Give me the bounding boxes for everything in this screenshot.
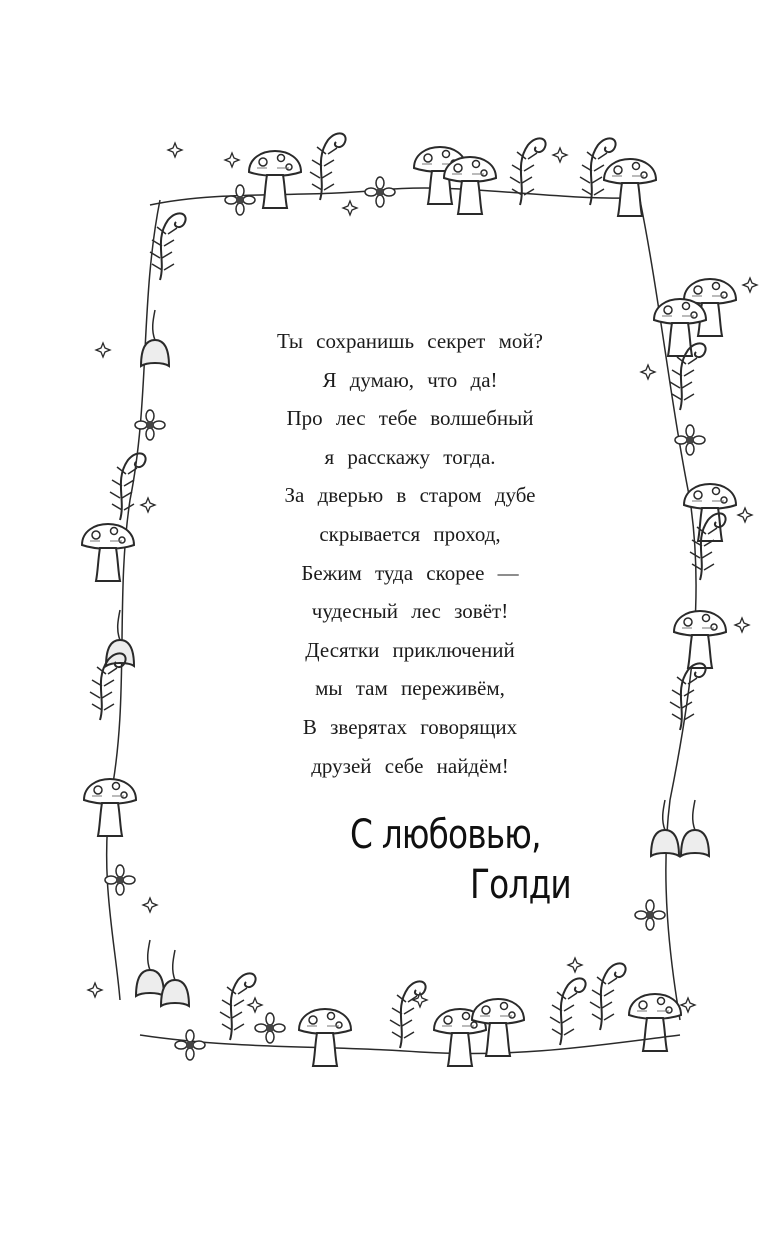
star-icon xyxy=(141,498,155,512)
star-icon xyxy=(553,148,567,162)
poem-line: я расскажу тогда. xyxy=(324,444,496,469)
bell-flower-icon xyxy=(161,950,189,1006)
star-icon xyxy=(96,343,110,357)
star-icon xyxy=(248,998,262,1012)
bottom-border xyxy=(140,950,680,1066)
mushroom-icon xyxy=(84,779,136,836)
flower-icon xyxy=(675,425,705,455)
poem-line: Ты сохранишь секрет мой? xyxy=(277,329,543,353)
star-icon xyxy=(88,983,102,997)
star-icon xyxy=(168,143,182,157)
poem-line: друзей себе найдём! xyxy=(311,753,509,778)
poem-line: Про лес тебе волшебный xyxy=(286,406,534,431)
flower-icon xyxy=(175,1030,205,1060)
poem-line: Я думаю, что да! xyxy=(322,367,498,392)
mushroom-icon xyxy=(604,159,656,216)
star-icon xyxy=(681,998,695,1012)
fern-icon xyxy=(590,963,626,1030)
star-icon xyxy=(343,201,357,215)
fern-icon xyxy=(390,981,426,1048)
star-icon xyxy=(568,958,582,972)
flower-icon xyxy=(105,865,135,895)
mushroom-icon xyxy=(82,524,134,581)
star-icon xyxy=(225,153,239,167)
flower-icon xyxy=(365,177,395,207)
poem-line: В зверятах говорящих xyxy=(302,714,518,739)
flower-icon xyxy=(225,185,255,215)
poem-line: За дверью в старом дубе xyxy=(284,483,536,508)
star-icon xyxy=(735,618,749,632)
fern-icon xyxy=(310,133,346,200)
poem-line: чудесный лес зовёт! xyxy=(311,599,509,624)
star-icon xyxy=(743,278,757,292)
fern-icon xyxy=(220,973,256,1040)
mushroom-icon xyxy=(249,151,301,208)
bell-flower-icon xyxy=(136,940,164,996)
mushroom-icon xyxy=(444,157,496,214)
mushroom-icon xyxy=(629,994,681,1051)
poem-line: скрывается проход, xyxy=(319,521,501,546)
left-border xyxy=(82,200,186,1000)
mushroom-icon xyxy=(674,611,726,668)
poem-line: Десятки приключений xyxy=(305,637,515,662)
bell-flower-icon xyxy=(651,800,679,856)
star-icon xyxy=(738,508,752,522)
fern-icon xyxy=(110,453,146,520)
flower-icon xyxy=(255,1013,285,1043)
poem-line: мы там переживём, xyxy=(315,676,505,701)
right-border xyxy=(629,200,757,1051)
star-icon xyxy=(413,993,427,1007)
flower-icon xyxy=(635,900,665,930)
bell-flower-icon xyxy=(681,800,709,856)
star-icon xyxy=(143,898,157,912)
signature-name: Голди xyxy=(470,862,571,908)
top-border xyxy=(150,133,656,216)
poem xyxy=(200,322,620,785)
signature-closing: С любовью, xyxy=(350,812,541,858)
fern-icon xyxy=(550,978,586,1045)
poem-line: Бежим туда скорее — xyxy=(301,560,519,585)
mushroom-icon xyxy=(299,1009,351,1066)
star-icon xyxy=(641,365,655,379)
